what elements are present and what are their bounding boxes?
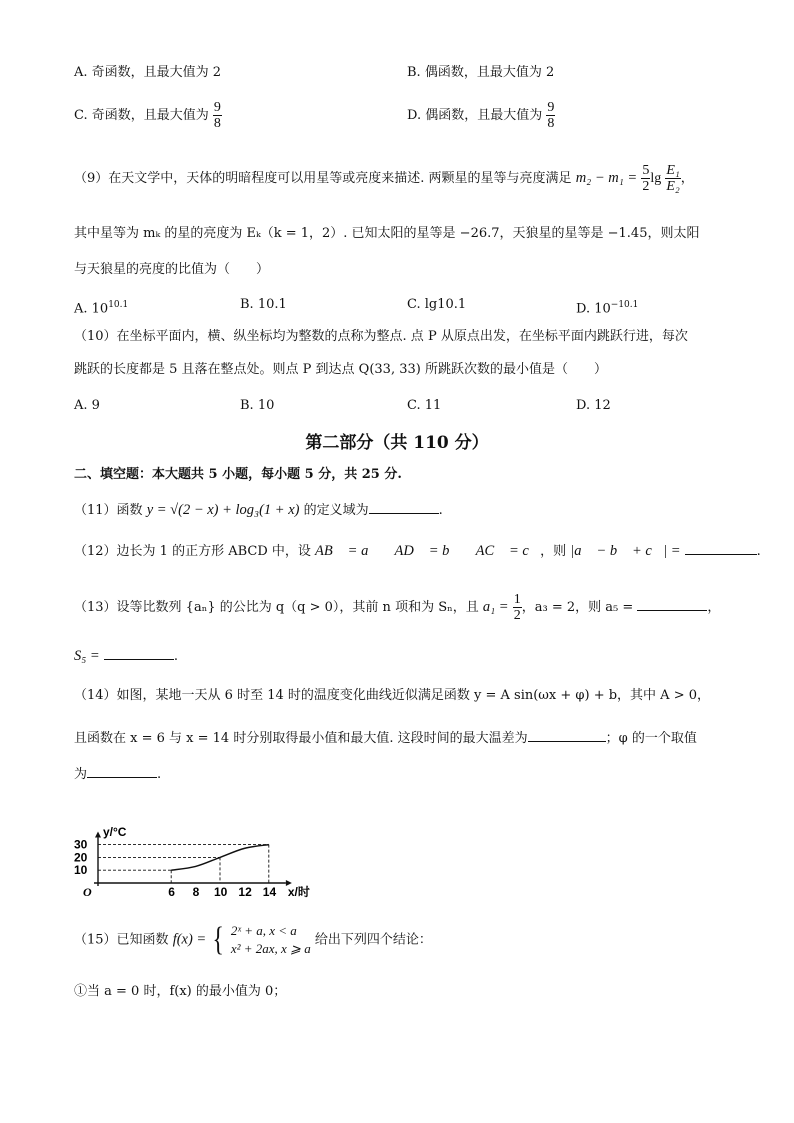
q9-option-d-exp: −10.1 xyxy=(610,300,639,310)
q8-option-c-text: C. 奇函数，且最大值为 xyxy=(74,108,209,123)
q12-formula: AB⃗ = a⃗ ，AD⃗ = b⃗ ，AC⃗ = c⃗ xyxy=(315,543,541,559)
q12-text-mid: ，则 xyxy=(540,544,567,559)
frac-num: 1 xyxy=(513,592,521,607)
frac-den: 8 xyxy=(547,116,555,131)
q9-coef xyxy=(641,163,650,194)
q12-abs-expr: |a⃗ − b⃗ + c⃗| = xyxy=(570,543,681,559)
q9-comma: ， xyxy=(680,171,694,186)
q8-option-d-fraction xyxy=(546,100,555,131)
q12-answer-blank[interactable] xyxy=(685,540,757,555)
q15-line xyxy=(74,922,432,958)
q11-line xyxy=(74,499,443,520)
q13-text-mid: ，a₃ = 2，则 a₅ = xyxy=(521,600,634,615)
q15-fx: f(x) = xyxy=(172,931,207,948)
y-axis-arrow xyxy=(95,832,101,838)
q14-text: 且函数在 x = 6 与 x = 14 时分别取得最小值和最大值. 这段时间的最大温差为 xyxy=(74,731,528,746)
q15-text: （15）已知函数 xyxy=(74,932,169,948)
origin-label: O xyxy=(83,885,92,899)
part2-title: 第二部分（共 110 分） xyxy=(305,433,489,453)
q15-text-post: 给出下列四个结论： xyxy=(314,932,432,948)
q14-text-post: ；φ 的一个取值 xyxy=(605,731,697,746)
q9-line1 xyxy=(74,163,694,194)
q9-option-d-base: D. 10 xyxy=(576,301,611,317)
frac-num: 5 xyxy=(642,163,650,178)
q13-line2-end: . xyxy=(173,649,178,664)
q15-item1: ①当 a = 0 时，f(x) 的最小值为 0； xyxy=(74,984,287,999)
q13-a5-answer-blank[interactable] xyxy=(637,596,707,611)
q9-text: （9）在天文学中，天体的明暗程度可以用星等或亮度来描述. 两颗星的星等与亮度满足 xyxy=(74,171,572,186)
q9-line2: 其中星等为 mₖ 的星的亮度为 Eₖ（k = 1，2）. 已知太阳的星等是 −26.7，天狼星的星等是 −1.45，则太阳 xyxy=(74,226,700,241)
frac-den: 2 xyxy=(513,608,521,623)
x-tick-label: 14 xyxy=(262,885,277,899)
x-tick-label: 8 xyxy=(192,885,200,899)
x-axis-label: x/时 xyxy=(287,885,310,899)
q14-line3 xyxy=(74,763,161,784)
q9-option-a-base: A. 10 xyxy=(74,301,109,317)
q10-option-d: D. 12 xyxy=(576,398,611,413)
frac-num: 9 xyxy=(213,100,221,115)
q15-piecewise xyxy=(231,922,311,958)
y-tick-label: 10 xyxy=(74,863,88,878)
q12-text: （12）边长为 1 的正方形 ABCD 中，设 xyxy=(74,544,311,559)
frac-den: 2 xyxy=(642,179,650,194)
q9-formula-lhs: m₂ − m₁ = xyxy=(575,170,638,186)
q10-line2: 跳跃的长度都是 5 且落在整点处。则点 P 到达点 Q(33, 33) 所跳跃次数的最小值是（ ） xyxy=(74,362,607,377)
q13-text: （13）设等比数列 {aₙ} 的公比为 q（q > 0），其前 n 项和为 Sₙ，且 xyxy=(74,600,479,615)
q14-phi-blank[interactable] xyxy=(87,763,157,778)
y-tick-label: 30 xyxy=(74,837,88,852)
q9-option-c: C. lg10.1 xyxy=(407,297,467,312)
q13-a1: a₁ = xyxy=(482,599,509,615)
q11-text: （11）函数 xyxy=(74,503,143,518)
temperature-chart xyxy=(70,795,310,905)
q14-max-diff-blank[interactable] xyxy=(528,727,606,742)
q15-brace: { xyxy=(212,921,225,958)
q13-line2 xyxy=(74,645,178,666)
y-tick-label: 20 xyxy=(74,850,88,865)
q11-end: . xyxy=(438,503,443,518)
q13-s5: S₅ = xyxy=(74,648,100,664)
q13-s5-answer-blank[interactable] xyxy=(104,645,174,660)
frac-num: E₁ xyxy=(666,163,680,178)
q15-case2: x² + 2ax, x ⩾ a xyxy=(230,941,311,956)
q11-text-post: 的定义域为 xyxy=(303,503,369,518)
q9-ratio xyxy=(665,163,680,194)
q9-option-a xyxy=(74,296,128,318)
frac-den: 8 xyxy=(213,116,221,131)
q14-line2 xyxy=(74,727,697,748)
q10-line1: （10）在坐标平面内，横、纵坐标均为整数的点称为整点. 点 P 从原点出发，在坐标平面内跳跃行进，每次 xyxy=(74,329,688,344)
frac-num: 9 xyxy=(547,100,555,115)
q14-line1: （14）如图，某地一天从 6 时至 14 时的温度变化曲线近似满足函数 y = A sin(ωx + φ) + b，其中 A > 0， xyxy=(74,688,711,703)
q8-option-d-text: D. 偶函数，且最大值为 xyxy=(407,108,543,123)
q10-option-a: A. 9 xyxy=(74,398,100,413)
q10-option-c: C. 11 xyxy=(407,398,442,413)
q10-option-b: B. 10 xyxy=(240,398,275,413)
q9-option-b: B. 10.1 xyxy=(240,297,287,312)
q11-answer-blank[interactable] xyxy=(369,499,439,514)
q9-option-d xyxy=(576,296,638,318)
q8-option-c xyxy=(74,100,222,131)
x-tick-label: 10 xyxy=(214,885,228,899)
section2-header: 二、填空题：本大题共 5 小题，每小题 5 分，共 25 分. xyxy=(74,467,402,482)
q9-lg: lg xyxy=(650,171,662,186)
q13-line1 xyxy=(74,592,720,623)
x-tick-label: 6 xyxy=(168,885,175,899)
q12-line xyxy=(74,540,761,561)
q15-case1: 2ˣ + a, x < a xyxy=(230,923,297,938)
q13-end: ， xyxy=(707,600,721,615)
q14-end: . xyxy=(157,767,162,782)
q8-option-a: A. 奇函数，且最大值为 2 xyxy=(74,65,222,80)
q14-text: 为 xyxy=(74,767,88,782)
q12-end: . xyxy=(756,544,761,559)
y-axis-label: y/°C xyxy=(103,825,127,840)
q13-fraction xyxy=(513,592,522,623)
q8-option-c-fraction xyxy=(213,100,222,131)
q11-formula: y = √(2 − x) + log₃(1 + x) xyxy=(146,502,300,518)
frac-den: E₂ xyxy=(666,179,680,194)
q9-option-a-exp: 10.1 xyxy=(108,300,129,310)
q8-option-b: B. 偶函数，且最大值为 2 xyxy=(407,65,555,80)
x-tick-label: 12 xyxy=(238,885,252,899)
q8-option-d xyxy=(407,100,555,131)
q9-line3: 与天狼星的亮度的比值为（ ） xyxy=(74,262,270,277)
